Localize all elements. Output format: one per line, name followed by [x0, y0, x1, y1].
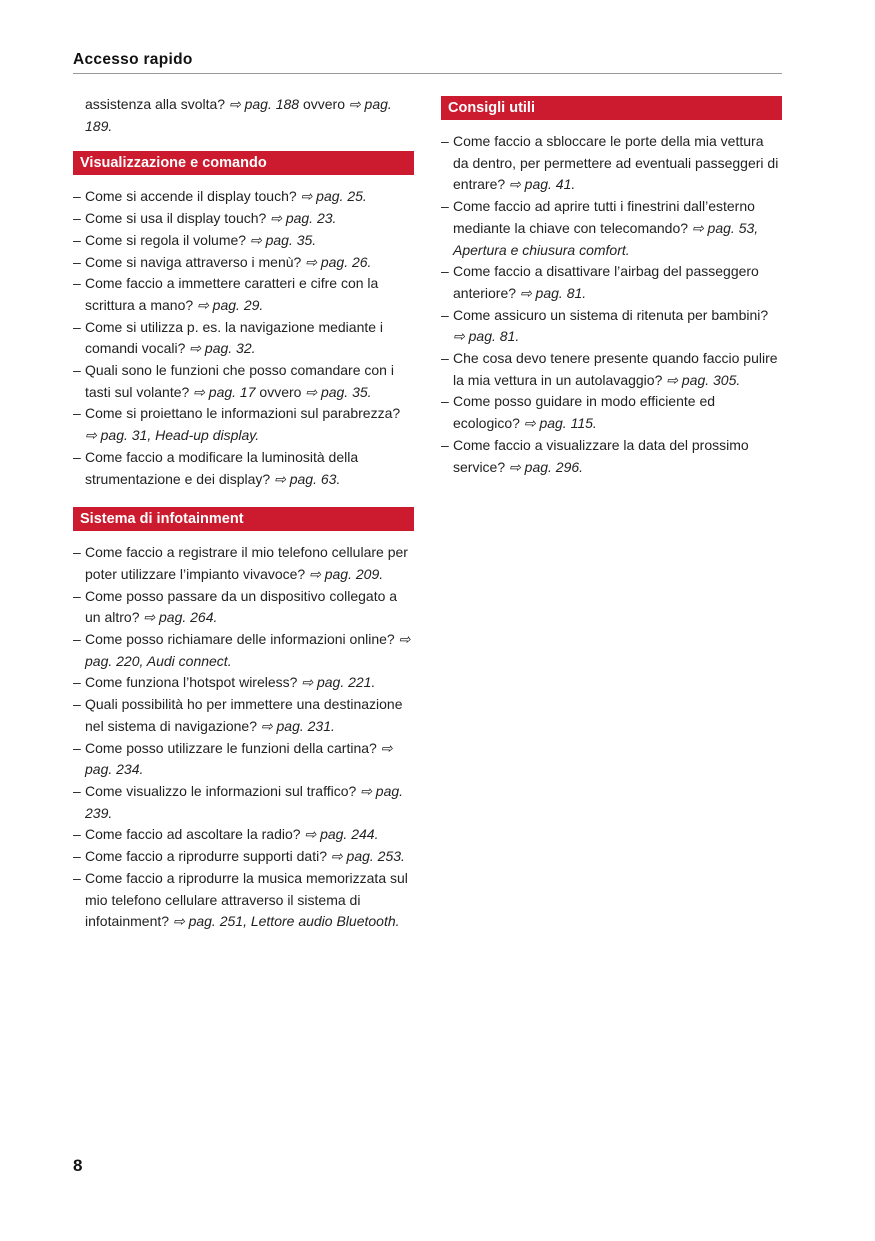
list-item [441, 131, 782, 196]
page-reference-link[interactable]: ⇨ pag. 63. [274, 470, 341, 487]
page-reference-link[interactable]: ⇨ pag. 221. [301, 674, 376, 691]
question-text: Quali sono le funzioni che posso comandare con i tasti sul volante? [85, 362, 394, 400]
question-text: Come faccio a modificare la luminosità della strumentazione e dei display? [85, 448, 359, 487]
page-reference-link[interactable]: ⇨ pag. 209. [309, 565, 384, 582]
list-item [73, 403, 414, 446]
list-item [441, 435, 782, 478]
question-text: Come si regola il volume? [85, 231, 250, 248]
page-reference-link[interactable]: ⇨ pag. 35. [305, 383, 372, 400]
list-item [73, 868, 414, 933]
question-text: Come faccio a registrare il mio telefono cellulare per poter utilizzare l’impianto vivavoce? [85, 544, 408, 582]
list-item [73, 186, 414, 208]
page-reference-link[interactable]: ⇨ pag. 231. [260, 717, 335, 734]
page-reference-link[interactable]: ⇨ pag. 53, Apertura e chiusura comfort. [453, 219, 759, 258]
list-item [73, 781, 414, 824]
continuation-question: assistenza alla svolta? [85, 96, 229, 112]
question-connector: ovvero [255, 383, 306, 400]
page-reference-link[interactable]: ⇨ pag. 234. [85, 739, 393, 778]
page-reference-link[interactable]: ⇨ pag. 305. [666, 371, 741, 388]
list-item [73, 672, 414, 694]
page-reference-link[interactable]: ⇨ pag. 25. [300, 188, 367, 205]
page-reference-link[interactable]: ⇨ pag. 296. [509, 458, 584, 475]
question-text: Come si proiettano le informazioni sul parabrezza? [85, 405, 401, 422]
question-text: Come assicuro un sistema di ritenuta per bambini? [453, 306, 769, 323]
question-text: Come funziona l’hotspot wireless? [85, 674, 302, 691]
page-reference-link[interactable]: ⇨ pag. 239. [85, 782, 404, 821]
page-reference-link[interactable]: ⇨ pag. 189. [85, 96, 392, 134]
page-reference-link[interactable]: ⇨ pag. 26. [305, 253, 372, 270]
page-reference-link[interactable]: ⇨ pag. 23. [270, 210, 337, 227]
page-reference-link[interactable]: ⇨ pag. 29. [197, 296, 264, 313]
question-text: Come faccio a visualizzare la data del prossimo service? [453, 436, 749, 475]
page-reference-link[interactable]: ⇨ pag. 32. [189, 340, 256, 357]
header-divider [73, 73, 782, 74]
page-reference-link[interactable]: ⇨ pag. 17 [193, 383, 256, 400]
list-item [441, 305, 782, 348]
page-reference-link[interactable]: ⇨ pag. 35. [249, 231, 317, 248]
question-text: Come si accende il display touch? [85, 188, 301, 205]
list-item [73, 846, 414, 868]
question-text: Come faccio a riprodurre la musica memorizzata sul mio telefono cellulare attraverso il sistema di infotainment? [85, 869, 408, 930]
list-item [73, 586, 414, 629]
list-item [73, 273, 414, 316]
section-title-consigli: Consigli utili [441, 96, 782, 120]
question-text: Come si naviga attraverso i menù? [85, 253, 306, 270]
page-number: 8 [73, 1156, 83, 1175]
left-column [73, 94, 414, 933]
question-text: Quali possibilità ho per immettere una destinazione nel sistema di navigazione? [85, 696, 403, 734]
page-reference-link[interactable]: ⇨ pag. 251, Lettore audio Bluetooth. [172, 913, 400, 930]
list-item [73, 542, 414, 585]
page-reference-link[interactable]: ⇨ pag. 253. [330, 848, 405, 865]
question-text: Come faccio ad ascoltare la radio? [85, 826, 305, 843]
list-item [73, 824, 414, 846]
question-text: Come posso utilizzare le funzioni della cartina? [85, 739, 381, 756]
page-reference-link[interactable]: ⇨ pag. 81. [453, 328, 520, 345]
continuation-text [85, 94, 414, 137]
continuation-connector: ovvero [299, 96, 349, 112]
question-text: Come faccio ad aprire tutti i finestrini dall’esterno mediante la chiave con telecomando? [453, 198, 755, 236]
question-list-visualizzazione [73, 186, 414, 490]
question-text: Come faccio a disattivare l’airbag del passeggero anteriore? [453, 263, 759, 301]
question-text: Come posso richiamare delle informazioni online? [85, 631, 399, 648]
page-reference-link[interactable]: ⇨ pag. 41. [509, 176, 576, 193]
list-item [441, 196, 782, 261]
list-item [441, 348, 782, 391]
question-text: Come posso passare da un dispositivo collegato a un altro? [85, 587, 398, 626]
question-text: Come faccio a riprodurre supporti dati? [85, 848, 331, 865]
question-text: Come visualizzo le informazioni sul traffico? [85, 782, 361, 799]
list-item [73, 230, 414, 252]
page-reference-link[interactable]: ⇨ pag. 188 [228, 96, 300, 112]
question-list-infotainment [73, 542, 414, 933]
question-list-consigli [441, 131, 782, 478]
section-title-infotainment: Sistema di infotainment [73, 507, 414, 531]
question-text: Che cosa devo tenere presente quando faccio pulire la mia vettura in un autolavaggio? [453, 350, 778, 388]
section-title-visualizzazione: Visualizzazione e comando [73, 151, 414, 175]
header-title: Accesso rapido [73, 51, 193, 68]
list-item [73, 447, 414, 490]
list-item [73, 208, 414, 230]
page-reference-link[interactable]: ⇨ pag. 115. [523, 415, 597, 432]
right-column [441, 96, 782, 478]
list-item [441, 391, 782, 434]
question-text: Come faccio a sbloccare le porte della mia vettura da dentro, per permettere ad eventuali passeggeri di entrare? [453, 133, 779, 193]
question-text: Come si utilizza p. es. la navigazione mediante i comandi vocali? [85, 318, 384, 357]
list-item [73, 629, 414, 672]
list-item [73, 694, 414, 737]
list-item [73, 738, 414, 781]
list-item [73, 317, 414, 360]
page-reference-link[interactable]: ⇨ pag. 81. [519, 284, 587, 301]
question-text: Come faccio a immettere caratteri e cifre con la scrittura a mano? [85, 275, 379, 313]
page-reference-link[interactable]: ⇨ pag. 220, Audi connect. [85, 631, 411, 669]
question-text: Come posso guidare in modo efficiente ed ecologico? [453, 393, 716, 432]
list-item [73, 360, 414, 403]
list-item [73, 252, 414, 274]
list-item [441, 261, 782, 304]
page-reference-link[interactable]: ⇨ pag. 264. [143, 609, 218, 626]
page-reference-link[interactable]: ⇨ pag. 244. [304, 826, 379, 843]
question-text: Come si usa il display touch? [85, 210, 271, 227]
page-reference-link[interactable]: ⇨ pag. 31, Head-up display. [85, 427, 260, 444]
